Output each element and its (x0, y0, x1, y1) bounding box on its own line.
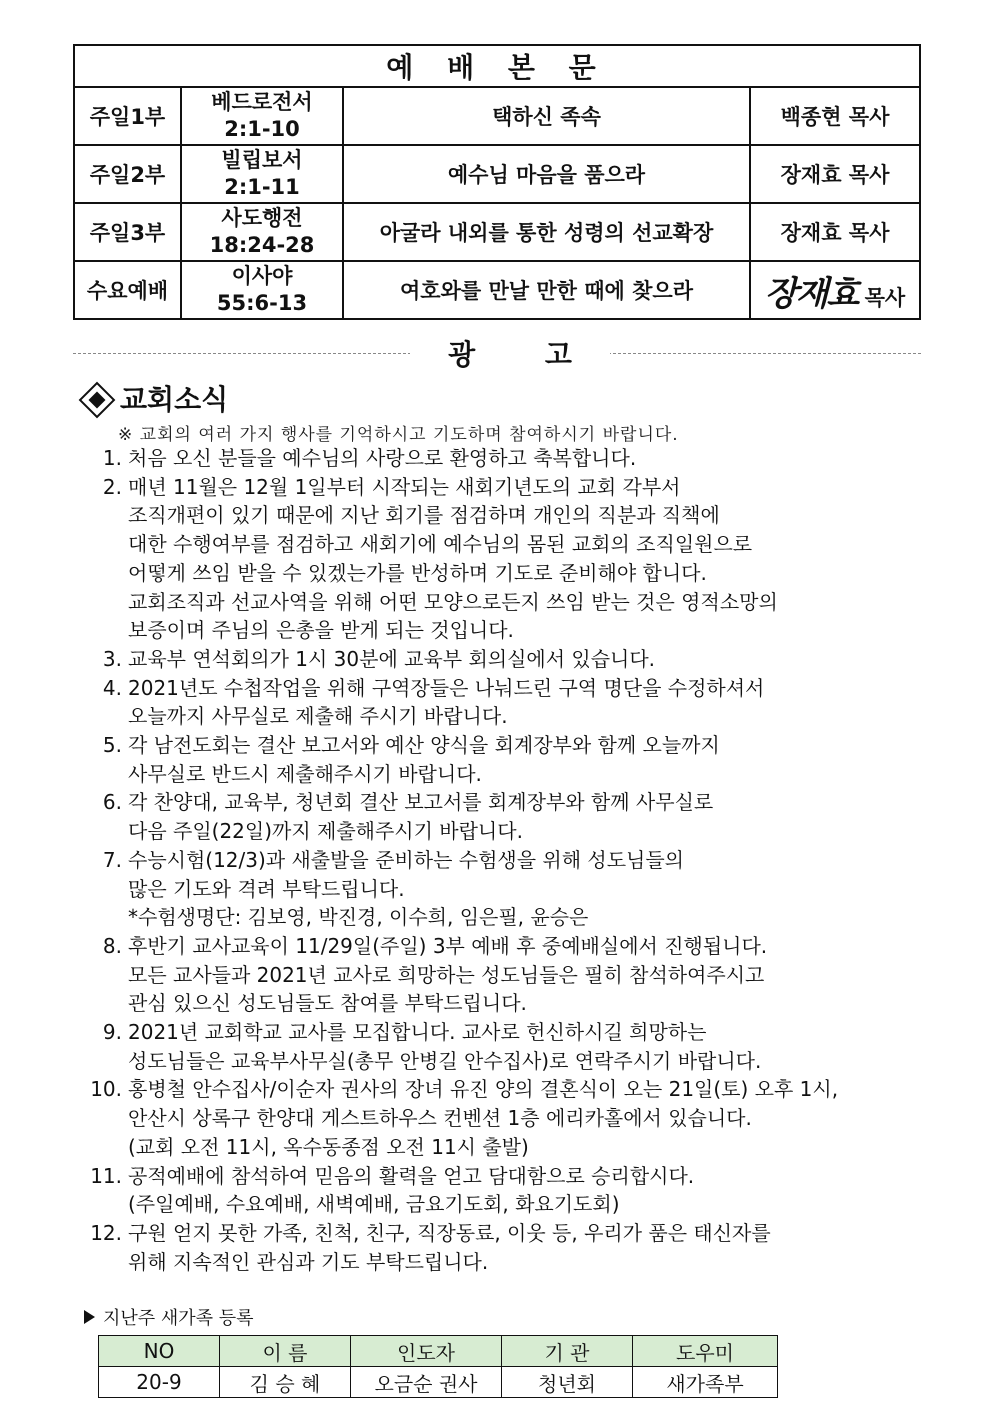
column-header: 도우미 (633, 1336, 778, 1367)
service-row (74, 87, 920, 145)
item-line: 교육부 연석회의가 1시 30분에 교육부 회의실에서 있습니다. (128, 646, 656, 671)
section-heading: 교회소식 (78, 378, 228, 418)
new-family-table (98, 1335, 778, 1398)
handwritten-signature: 장재효 (764, 273, 858, 314)
item-line: 보증이며 주님의 은총을 받게 되는 것입니다. (128, 618, 514, 643)
item-line: (교회 오전 11시, 옥수동종점 오전 11시 출발) (128, 1134, 529, 1159)
table-cell: 새가족부 (633, 1367, 778, 1398)
intro-note: ※ 교회의 여러 가지 행사를 기억하시고 기도하며 참여하시기 바랍니다. (118, 425, 679, 445)
list-item (78, 473, 938, 645)
item-line: 어떻게 쓰임 받을 수 있겠는가를 반성하며 기도로 준비해야 합니다. (128, 560, 707, 585)
item-line: 모든 교사들과 2021년 교사로 희망하는 성도님들은 필히 참석하여주시고 (128, 962, 765, 987)
item-line: 각 남전도회는 결산 보고서와 예산 양식을 회계장부와 함께 오늘까지 (128, 733, 720, 758)
table-row (99, 1367, 778, 1398)
item-number: 3. (102, 646, 122, 671)
column-header: NO (99, 1336, 220, 1367)
list-item (78, 1219, 938, 1276)
item-line: 다음 주일(22일)까지 제출해주시기 바랍니다. (128, 819, 523, 844)
sermon-title: 택하신 족속 (343, 87, 750, 145)
list-item (78, 1075, 938, 1161)
item-line: 2021년도 수첩작업을 위해 구역장들은 나눠드린 구역 명단을 수정하셔서 (128, 675, 765, 700)
service-row (74, 145, 920, 203)
list-item (78, 444, 938, 473)
item-line: 많은 기도와 격려 부탁드립니다. (128, 876, 405, 901)
item-number: 1. (102, 446, 122, 470)
item-line: 사무실로 반드시 제출해주시기 바랍니다. (128, 761, 482, 786)
item-text (128, 674, 938, 731)
item-line: 안산시 상록구 한양대 게스트하우스 컨벤션 1층 에리카홀에서 있습니다. (128, 1106, 752, 1131)
item-text (128, 1075, 938, 1161)
list-item (78, 731, 938, 788)
sermon-title: 예수님 마음을 품으라 (343, 145, 750, 203)
column-header: 기 관 (502, 1336, 633, 1367)
announcements-title: 광 고 (410, 333, 610, 373)
service-schedule-table (73, 44, 921, 320)
item-text (128, 444, 938, 473)
preacher: 백종현 목사 (750, 87, 920, 145)
item-line: 조직개편이 있기 때문에 지난 회기를 점검하며 개인의 직분과 직책에 (128, 503, 720, 528)
service-name: 수요예배 (74, 261, 181, 319)
item-line: *수험생명단: 김보영, 박진경, 이수희, 임은필, 윤승은 (128, 905, 589, 930)
list-item (78, 1018, 938, 1075)
item-text (128, 645, 938, 674)
preacher: 장재효 목사 (750, 261, 920, 319)
item-text (128, 932, 938, 1018)
item-line: 관심 있으신 성도님들도 참여를 부탁드립니다. (128, 991, 527, 1016)
item-text (128, 731, 938, 788)
item-number: 5. (102, 733, 122, 758)
table-cell: 김 승 혜 (220, 1367, 351, 1398)
item-line: 매년 11월은 12월 1일부터 시작되는 새회기년도의 교회 각부서 (128, 474, 681, 499)
service-name: 주일2부 (74, 145, 181, 203)
item-number: 9. (102, 1020, 122, 1045)
list-item (78, 674, 938, 731)
diamond-icon (79, 381, 116, 418)
list-item (78, 846, 938, 932)
scripture-ref: 이사야 55:6-13 (181, 261, 343, 319)
item-number: 11. (90, 1163, 122, 1188)
list-item (78, 788, 938, 845)
table-cell: 오금순 권사 (351, 1367, 502, 1398)
preacher: 장재효 목사 (750, 145, 920, 203)
item-number: 10. (90, 1077, 122, 1102)
service-row (74, 203, 920, 261)
item-number: 2. (102, 474, 122, 499)
service-name: 주일1부 (74, 87, 181, 145)
item-line: 오늘까지 사무실로 제출해 주시기 바랍니다. (128, 704, 508, 729)
service-table-title: 예 배 본 문 (74, 45, 920, 87)
item-line: 구원 얻지 못한 가족, 친척, 친구, 직장동료, 이웃 등, 우리가 품은 태신자를 (128, 1220, 771, 1245)
item-number: 4. (102, 675, 122, 700)
sermon-title: 아굴라 내외를 통한 성령의 선교확장 (343, 203, 750, 261)
new-family-heading: 지난주 새가족 등록 (84, 1304, 254, 1330)
item-line: 2021년 교회학교 교사를 모집합니다. 교사로 헌신하시길 희망하는 (128, 1020, 707, 1045)
preacher: 장재효 목사 (750, 203, 920, 261)
item-line: (주일예배, 수요예배, 새벽예배, 금요기도회, 화요기도회) (128, 1192, 620, 1217)
item-text (128, 846, 938, 932)
scripture-ref: 베드로전서 2:1-10 (181, 87, 343, 145)
scripture-ref: 사도행전 18:24-28 (181, 203, 343, 261)
list-item (78, 1162, 938, 1219)
item-line: 대한 수행여부를 점검하고 새회기에 예수님의 몸된 교회의 조직일원으로 (128, 532, 753, 557)
column-header: 인도자 (351, 1336, 502, 1367)
list-item (78, 932, 938, 1018)
item-line: 공적예배에 참석하여 믿음의 활력을 얻고 담대함으로 승리합시다. (128, 1163, 695, 1188)
item-number: 12. (90, 1220, 122, 1245)
item-line: 성도님들은 교육부사무실(총무 안병길 안수집사)로 연락주시기 바랍니다. (128, 1048, 762, 1073)
item-text (128, 1018, 938, 1075)
item-line: 교회조직과 선교사역을 위해 어떤 모양으로든지 쓰임 받는 것은 영적소망의 (128, 589, 778, 614)
list-item (78, 645, 938, 674)
item-number: 7. (102, 847, 122, 872)
item-line: 홍병철 안수집사/이순자 권사의 장녀 유진 양의 결혼식이 오는 21일(토) 오후 1시, (128, 1077, 839, 1102)
item-line: 후반기 교사교육이 11/29일(주일) 3부 예배 후 중예배실에서 진행됩니다. (128, 933, 768, 958)
table-header-row (99, 1336, 778, 1367)
item-line: 처음 오신 분들을 예수님의 사랑으로 환영하고 축복합니다. (128, 446, 637, 470)
item-text (128, 1219, 938, 1276)
item-line: 각 찬양대, 교육부, 청년회 결산 보고서를 회계장부와 함께 사무실로 (128, 790, 714, 815)
item-text (128, 788, 938, 845)
service-row (74, 261, 920, 319)
sermon-title: 여호와를 만날 만한 때에 찾으라 (343, 261, 750, 319)
announcement-list (78, 444, 938, 1276)
triangle-bullet-icon (84, 1310, 95, 1324)
scripture-ref: 빌립보서 2:1-11 (181, 145, 343, 203)
column-header: 이 름 (220, 1336, 351, 1367)
item-text (128, 1162, 938, 1219)
item-number: 6. (102, 790, 122, 815)
item-number: 8. (102, 933, 122, 958)
table-cell: 20-9 (99, 1367, 220, 1398)
item-line: 위해 지속적인 관심과 기도 부탁드립니다. (128, 1249, 489, 1274)
item-line: 수능시험(12/3)과 새출발을 준비하는 수험생을 위해 성도님들의 (128, 847, 684, 872)
service-name: 주일3부 (74, 203, 181, 261)
table-cell: 청년회 (502, 1367, 633, 1398)
item-text (128, 473, 938, 645)
